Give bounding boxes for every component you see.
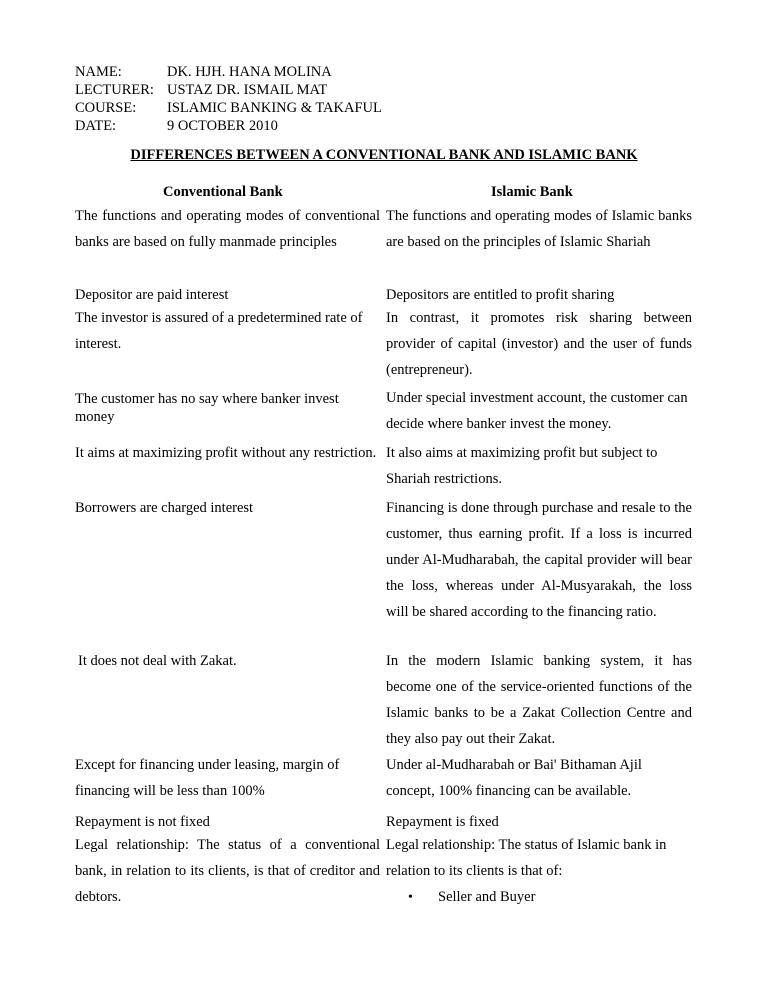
document-title-text: DIFFERENCES BETWEEN A CONVENTIONAL BANK AND ISLAMIC BANK — [130, 147, 638, 163]
column-header-conventional: Conventional Bank — [163, 184, 283, 200]
name-value: DK. HJH. HANA MOLINA — [167, 64, 332, 80]
row-10-islamic: Legal relationship: The status of Islamic bank in relation to its clients is that of: — [386, 837, 667, 879]
date-value: 9 OCTOBER 2010 — [167, 118, 278, 134]
name-label: NAME: — [75, 64, 122, 80]
bullet-item — [386, 884, 692, 911]
document-title — [0, 147, 768, 164]
row-7-islamic: In the modern Islamic banking system, it has become one of the service-oriented functions of the Islamic banks to be a Zakat Collection Centre and they also pay out their Zakat. — [386, 653, 692, 747]
lecturer-row — [75, 81, 382, 99]
bullet-dot-icon: • — [408, 890, 413, 905]
course-row — [75, 99, 382, 117]
row-10-islamic-block — [386, 832, 692, 911]
lecturer-label: LECTURER: — [75, 82, 154, 98]
row-10-conventional: Legal relationship: The status of a conventional bank, in relation to its clients, is that of creditor and debtors. — [75, 837, 380, 905]
name-row — [75, 63, 382, 81]
row-3-conventional: The investor is assured of a predetermined rate of interest. — [75, 310, 363, 352]
row-7-conventional: It does not deal with Zakat. — [78, 653, 237, 669]
row-8-conventional: Except for financing under leasing, margin of financing will be less than 100% — [75, 757, 340, 799]
row-9-islamic: Repayment is fixed — [386, 814, 499, 830]
date-row — [75, 117, 382, 135]
bullet-item-text: Seller and Buyer — [438, 889, 536, 905]
course-label: COURSE: — [75, 100, 137, 116]
date-label: DATE: — [75, 118, 117, 134]
row-6-conventional: Borrowers are charged interest — [75, 500, 254, 516]
row-6-islamic: Financing is done through purchase and resale to the customer, thus earning profit. If a loss is incurred under Al-Mudharabah, the capital provider will bear the loss, whereas under Al-Musyarakah, the loss will be shared according to the financing ratio. — [386, 500, 692, 620]
course-value: ISLAMIC BANKING & TAKAFUL — [167, 100, 382, 116]
row-8-islamic: Under al-Mudharabah or Bai' Bithaman Ajil concept, 100% financing can be available. — [386, 757, 642, 799]
row-9-conventional: Repayment is not fixed — [75, 814, 210, 830]
row-4-conventional: The customer has no say where banker invest money — [75, 391, 339, 425]
document-header — [75, 63, 382, 135]
row-4-islamic: Under special investment account, the customer can decide where banker invest the money. — [386, 390, 688, 432]
row-5-conventional: It aims at maximizing profit without any restriction. — [75, 445, 377, 461]
row-2-conventional: Depositor are paid interest — [75, 287, 229, 303]
row-3-islamic: In contrast, it promotes risk sharing between provider of capital (investor) and the user of funds (entrepreneur). — [386, 310, 692, 378]
lecturer-value: USTAZ DR. ISMAIL MAT — [167, 82, 328, 98]
row-1-conventional: The functions and operating modes of conventional banks are based on fully manmade principles — [75, 208, 380, 250]
row-2-islamic: Depositors are entitled to profit sharing — [386, 287, 615, 303]
row-1-islamic: The functions and operating modes of Islamic banks are based on the principles of Islamic Shariah — [386, 208, 692, 250]
column-header-islamic: Islamic Bank — [491, 184, 573, 200]
row-5-islamic: It also aims at maximizing profit but subject to Shariah restrictions. — [386, 445, 658, 487]
